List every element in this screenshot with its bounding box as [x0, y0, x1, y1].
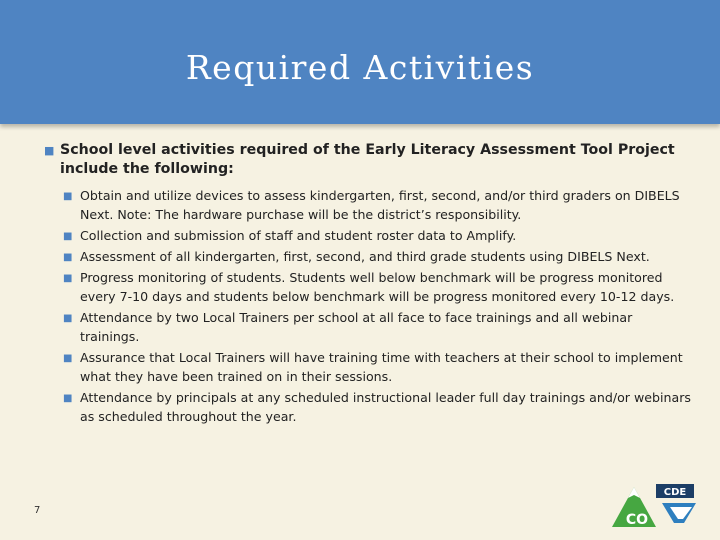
list-item [63, 308, 694, 346]
list-item-text: Obtain and utilize devices to assess kindergarten, first, second, and/or third graders on DIBELS Next. Note: The hardware purchase will be the district’s responsibility. [80, 188, 680, 222]
square-bullet-icon: ■ [63, 191, 73, 202]
slide-title: Required Activities [185, 48, 535, 87]
square-bullet-icon: ■ [63, 231, 73, 242]
list-item [63, 186, 694, 224]
list-item [63, 348, 694, 386]
square-bullet-icon: ■ [63, 313, 73, 324]
list-item-text: Assessment of all kindergarten, first, second, and third grade students using DIBELS Next. [80, 249, 650, 264]
list-item-text: Attendance by principals at any scheduled instructional leader full day trainings and/or webinars as scheduled throughout the year. [80, 390, 691, 424]
intro-text: School level activities required of the Early Literacy Assessment Tool Project include the following: [60, 142, 675, 177]
list-item [63, 226, 694, 245]
cde-text: CDE [663, 487, 687, 498]
square-bullet-icon: ■ [63, 273, 73, 284]
list-item-text: Collection and submission of staff and student roster data to Amplify. [80, 228, 517, 243]
list-item [63, 247, 694, 266]
list-item [63, 268, 694, 306]
list-item [63, 388, 694, 426]
slide-content [44, 141, 694, 428]
title-banner [0, 0, 720, 124]
list-item-text: Attendance by two Local Trainers per school at all face to face trainings and all webinar trainings. [80, 310, 633, 344]
activity-list [63, 186, 694, 426]
list-item-text: Progress monitoring of students. Students well below benchmark will be progress monitored every 7-10 days and students below benchmark will be progress monitored every 10-12 days. [80, 270, 675, 304]
page-number: 7 [34, 505, 41, 516]
square-bullet-icon: ■ [63, 393, 73, 404]
list-item-text: Assurance that Local Trainers will have training time with teachers at their school to implement what they have been trained on in their sessions. [80, 350, 683, 384]
cde-logo [612, 483, 696, 529]
intro-bullet [44, 141, 694, 179]
square-bullet-icon: ■ [63, 252, 73, 263]
co-text: CO [625, 512, 649, 528]
square-bullet-icon: ■ [63, 353, 73, 364]
square-bullet-icon: ■ [44, 144, 55, 157]
